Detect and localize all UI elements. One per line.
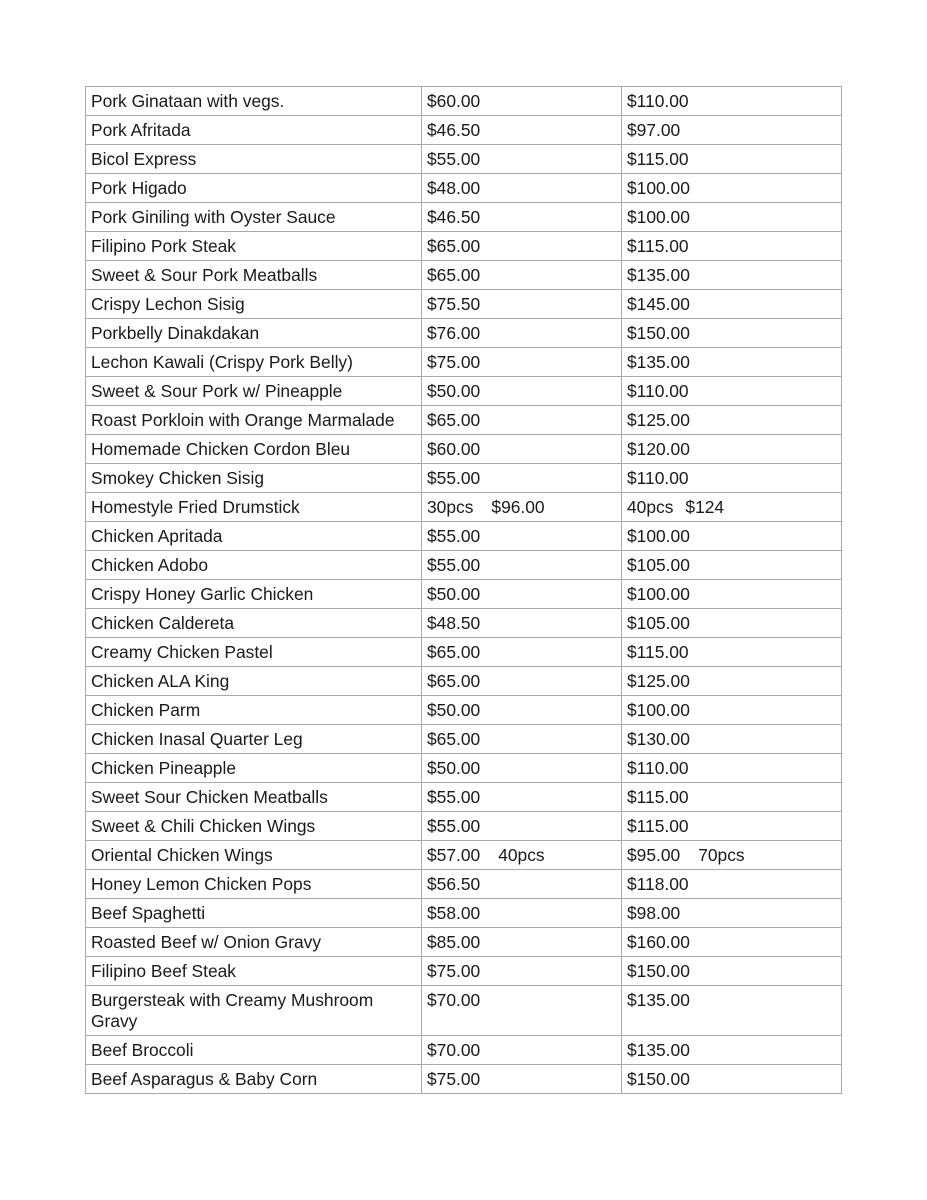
table-row — [86, 609, 842, 638]
price-large: $150.00 — [622, 319, 842, 348]
price-small: $48.50 — [422, 609, 622, 638]
item-name: Lechon Kawali (Crispy Pork Belly) — [86, 348, 422, 377]
item-name: Porkbelly Dinakdakan — [86, 319, 422, 348]
price-small-amount: $57.00 — [427, 845, 481, 865]
item-name: Beef Spaghetti — [86, 899, 422, 928]
table-row — [86, 377, 842, 406]
table-row — [86, 1065, 842, 1094]
price-small: $65.00 — [422, 406, 622, 435]
price-large: $130.00 — [622, 725, 842, 754]
table-row — [86, 638, 842, 667]
price-small: $70.00 — [422, 986, 622, 1036]
table-row — [86, 986, 842, 1036]
price-large: $100.00 — [622, 696, 842, 725]
price-large: $110.00 — [622, 377, 842, 406]
price-small: $65.00 — [422, 261, 622, 290]
item-name: Sweet & Sour Pork w/ Pineapple — [86, 377, 422, 406]
table-row — [86, 232, 842, 261]
price-large: $110.00 — [622, 754, 842, 783]
price-large: $100.00 — [622, 174, 842, 203]
item-name: Creamy Chicken Pastel — [86, 638, 422, 667]
table-row — [86, 493, 842, 522]
item-name: Crispy Lechon Sisig — [86, 290, 422, 319]
price-large: $115.00 — [622, 638, 842, 667]
item-name: Chicken Adobo — [86, 551, 422, 580]
price-small: $55.00 — [422, 783, 622, 812]
price-large: $135.00 — [622, 1036, 842, 1065]
table-row — [86, 783, 842, 812]
price-small — [422, 493, 622, 522]
table-row — [86, 754, 842, 783]
table-row — [86, 203, 842, 232]
price-small: $50.00 — [422, 696, 622, 725]
price-large: $125.00 — [622, 406, 842, 435]
item-name: Filipino Pork Steak — [86, 232, 422, 261]
price-large: $115.00 — [622, 783, 842, 812]
item-name: Burgersteak with Creamy Mushroom Gravy — [86, 986, 422, 1036]
price-large: $100.00 — [622, 203, 842, 232]
price-small-qty: 40pcs — [498, 845, 545, 865]
price-large: $97.00 — [622, 116, 842, 145]
table-row — [86, 435, 842, 464]
price-table — [85, 86, 842, 1094]
table-row — [86, 261, 842, 290]
price-small: $70.00 — [422, 1036, 622, 1065]
price-small: $55.00 — [422, 551, 622, 580]
price-large: $135.00 — [622, 348, 842, 377]
price-small: $48.00 — [422, 174, 622, 203]
price-large: $135.00 — [622, 986, 842, 1036]
item-name: Chicken Apritada — [86, 522, 422, 551]
item-name: Roast Porkloin with Orange Marmalade — [86, 406, 422, 435]
table-row — [86, 957, 842, 986]
item-name: Sweet & Sour Pork Meatballs — [86, 261, 422, 290]
price-small: $58.00 — [422, 899, 622, 928]
price-large: $145.00 — [622, 290, 842, 319]
price-small: $56.50 — [422, 870, 622, 899]
price-small: $60.00 — [422, 87, 622, 116]
price-large-qty: 70pcs — [698, 845, 745, 865]
price-large: $118.00 — [622, 870, 842, 899]
price-small: $55.00 — [422, 145, 622, 174]
item-name: Sweet Sour Chicken Meatballs — [86, 783, 422, 812]
item-name: Homemade Chicken Cordon Bleu — [86, 435, 422, 464]
item-name: Beef Broccoli — [86, 1036, 422, 1065]
table-row — [86, 725, 842, 754]
table-row — [86, 87, 842, 116]
item-name: Pork Higado — [86, 174, 422, 203]
item-name: Sweet & Chili Chicken Wings — [86, 812, 422, 841]
item-name: Crispy Honey Garlic Chicken — [86, 580, 422, 609]
price-large: $115.00 — [622, 232, 842, 261]
item-name: Chicken Parm — [86, 696, 422, 725]
table-row — [86, 464, 842, 493]
menu-page — [85, 86, 841, 1094]
price-small: $65.00 — [422, 232, 622, 261]
price-small: $65.00 — [422, 667, 622, 696]
price-small-amount: $96.00 — [491, 497, 545, 517]
table-row — [86, 899, 842, 928]
item-name: Bicol Express — [86, 145, 422, 174]
table-row — [86, 1036, 842, 1065]
price-small: $55.00 — [422, 522, 622, 551]
price-small: $46.50 — [422, 203, 622, 232]
item-name: Roasted Beef w/ Onion Gravy — [86, 928, 422, 957]
item-name: Smokey Chicken Sisig — [86, 464, 422, 493]
table-row — [86, 116, 842, 145]
table-row — [86, 551, 842, 580]
item-name: Oriental Chicken Wings — [86, 841, 422, 870]
table-row — [86, 406, 842, 435]
item-name: Chicken Pineapple — [86, 754, 422, 783]
price-small-qty: 30pcs — [427, 497, 474, 517]
item-name: Pork Ginataan with vegs. — [86, 87, 422, 116]
table-row — [86, 667, 842, 696]
price-small: $75.00 — [422, 957, 622, 986]
price-large: $115.00 — [622, 812, 842, 841]
price-large: $160.00 — [622, 928, 842, 957]
item-name: Chicken Inasal Quarter Leg — [86, 725, 422, 754]
price-large: $105.00 — [622, 551, 842, 580]
price-large: $110.00 — [622, 87, 842, 116]
table-row — [86, 290, 842, 319]
price-large-amount: $95.00 — [627, 845, 681, 865]
price-small: $46.50 — [422, 116, 622, 145]
item-name: Pork Giniling with Oyster Sauce — [86, 203, 422, 232]
price-small — [422, 841, 622, 870]
price-small: $75.50 — [422, 290, 622, 319]
price-large: $110.00 — [622, 464, 842, 493]
price-large: $115.00 — [622, 145, 842, 174]
price-large — [622, 841, 842, 870]
price-small: $60.00 — [422, 435, 622, 464]
item-name: Beef Asparagus & Baby Corn — [86, 1065, 422, 1094]
table-row — [86, 522, 842, 551]
table-row — [86, 319, 842, 348]
item-name: Chicken ALA King — [86, 667, 422, 696]
item-name: Pork Afritada — [86, 116, 422, 145]
table-row — [86, 812, 842, 841]
table-row — [86, 348, 842, 377]
price-small: $65.00 — [422, 638, 622, 667]
price-small: $85.00 — [422, 928, 622, 957]
price-small: $75.00 — [422, 1065, 622, 1094]
table-row — [86, 145, 842, 174]
item-name: Homestyle Fried Drumstick — [86, 493, 422, 522]
price-large: $105.00 — [622, 609, 842, 638]
price-small: $55.00 — [422, 812, 622, 841]
table-row — [86, 841, 842, 870]
price-small: $50.00 — [422, 377, 622, 406]
table-row — [86, 870, 842, 899]
price-large: $98.00 — [622, 899, 842, 928]
price-small: $65.00 — [422, 725, 622, 754]
table-row — [86, 696, 842, 725]
price-small: $75.00 — [422, 348, 622, 377]
price-small: $50.00 — [422, 754, 622, 783]
table-row — [86, 928, 842, 957]
table-row — [86, 580, 842, 609]
price-small: $76.00 — [422, 319, 622, 348]
table-row — [86, 174, 842, 203]
item-name: Honey Lemon Chicken Pops — [86, 870, 422, 899]
price-small: $55.00 — [422, 464, 622, 493]
item-name: Chicken Caldereta — [86, 609, 422, 638]
price-large: $150.00 — [622, 1065, 842, 1094]
price-large-amount: $124 — [685, 497, 725, 517]
item-name: Filipino Beef Steak — [86, 957, 422, 986]
price-large: $120.00 — [622, 435, 842, 464]
price-small: $50.00 — [422, 580, 622, 609]
price-large — [622, 493, 842, 522]
price-large: $135.00 — [622, 261, 842, 290]
price-large-qty: 40pcs — [627, 497, 674, 517]
price-large: $125.00 — [622, 667, 842, 696]
price-large: $100.00 — [622, 522, 842, 551]
price-large: $100.00 — [622, 580, 842, 609]
price-large: $150.00 — [622, 957, 842, 986]
